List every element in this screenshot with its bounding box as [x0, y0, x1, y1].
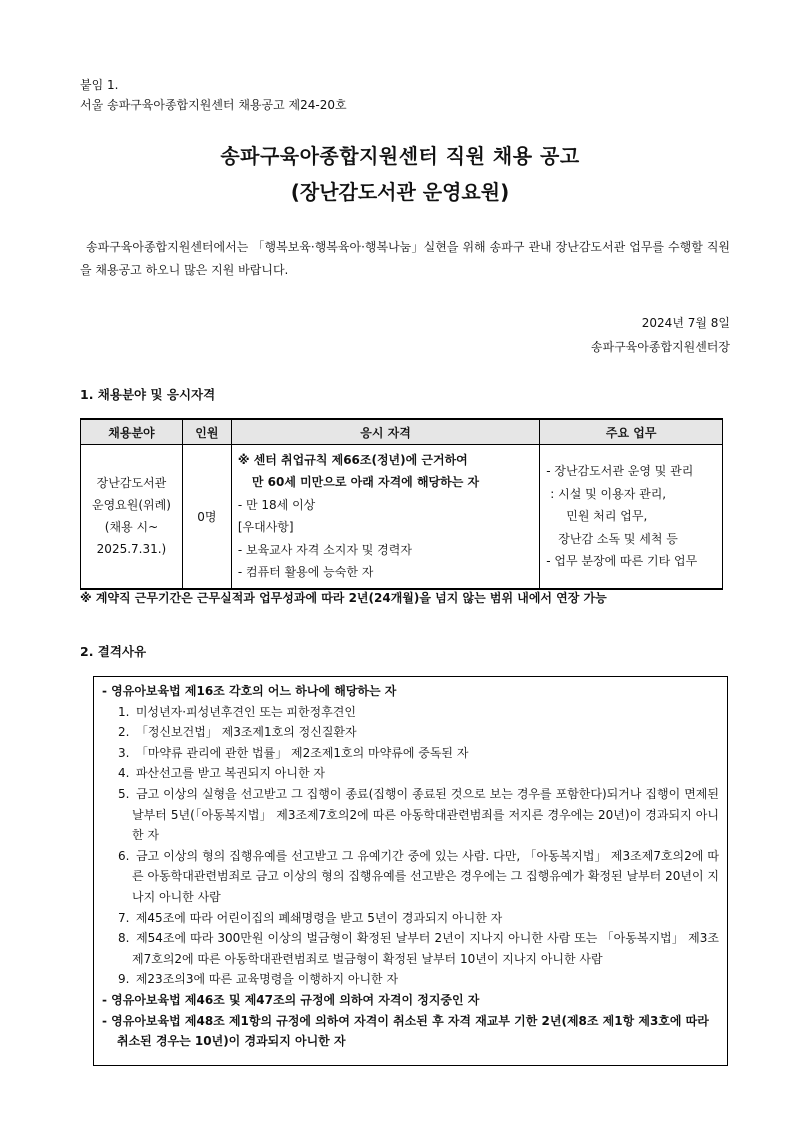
- header-count: 인원: [182, 419, 231, 445]
- cell-qualification: [231, 445, 539, 589]
- recruitment-table: [80, 418, 723, 590]
- item-text: 금고 이상의 실형을 선고받고 그 집행이 종료(집행이 종료된 것으로 보는 경우를 포함한다)되거나 집행이 면제된 날부터 5년(「아동복지법」 제3조제7호의2에 따른 아동학대관련범죄를 저지른 경우에는 20년)이 경과되지 아니한 자: [132, 786, 719, 843]
- item-number: 2.: [118, 725, 130, 740]
- item-number: 7.: [118, 910, 130, 925]
- duty-line: 장난감 소독 및 세척 등: [558, 531, 678, 546]
- item-text: 제54조에 따라 300만원 이상의 벌금형이 확정된 날부터 2년이 지나지 아니한 사람 또는 「아동복지법」 제3조제7호의2에 따른 아동학대관련범죄로 벌금형이 확정된 날부터 10년이 지나지 아니한 사람: [132, 931, 719, 966]
- field-line: (채용 시~: [104, 520, 159, 535]
- list-item: [102, 908, 719, 929]
- item-number: 1.: [118, 704, 130, 719]
- item-number: 3.: [118, 745, 130, 760]
- section-2-title: 2. 결격사유: [80, 644, 147, 659]
- item-number: 4.: [118, 766, 130, 781]
- duty-line: 민원 처리 업무,: [566, 509, 648, 523]
- item-number: 5.: [118, 786, 130, 801]
- item-text: 미성년자·피성년후견인 또는 피한정후견인: [135, 704, 356, 719]
- cell-field: [81, 445, 183, 589]
- item-number: 9.: [118, 972, 130, 987]
- qual-bold-line: 만 60세 미만으로 아래 자격에 해당하는 자: [251, 475, 480, 490]
- list-item: [102, 763, 719, 784]
- header-duties: 주요 업무: [540, 419, 723, 445]
- item-text: 제45조에 따라 어린이집의 폐쇄명령을 받고 5년이 경과되지 아니한 자: [135, 910, 503, 925]
- disqualification-heading: - 영유아보육법 제46조 및 제47조의 규정에 의하여 자격이 정지중인 자: [102, 992, 480, 1007]
- intro-paragraph: 송파구육아종합지원센터에서는 「행복보육·행복육아·행복나눔」실현을 위해 송파구 관내 장난감도서관 업무를 수행할 직원을 채용공고 하오니 많은 지원 바랍니다.: [80, 240, 730, 277]
- field-line: 장난감도서관: [96, 476, 167, 491]
- qual-line: - 보육교사 자격 소지자 및 경력자: [237, 542, 412, 557]
- duty-line: : 시설 및 이용자 관리,: [550, 486, 667, 501]
- disqualification-heading: - 영유아보육법 제48조 제1항의 규정에 의하여 자격이 취소된 후 자격 재교부 기한 2년(제8조 제1항 제3호에 따라 취소된 경우는 10년)이 경과되지 아니한 자: [102, 1013, 709, 1049]
- list-item: [102, 784, 719, 846]
- cell-count: 0명: [182, 445, 231, 589]
- duty-line: - 업무 분장에 따른 기타 업무: [546, 554, 698, 568]
- item-text: 「정신보건법」 제3조제1호의 정신질환자: [135, 725, 357, 740]
- notice-number: 서울 송파구육아종합지원센터 채용공고 제24-20호: [80, 98, 347, 112]
- list-item: [102, 846, 719, 908]
- qual-line: - 컴퓨터 활용에 능숙한 자: [237, 565, 374, 580]
- section-1-title: 1. 채용분야 및 응시자격: [80, 387, 216, 402]
- header-qualification: 응시 자격: [231, 419, 539, 445]
- field-line: 운영요원(위례): [92, 498, 171, 513]
- table-row: [81, 445, 723, 589]
- table-header-row: [81, 419, 723, 445]
- item-text: 「마약류 관리에 관한 법률」 제2조제1호의 마약류에 중독된 자: [135, 745, 469, 760]
- page-subtitle: (장난감도서관 운영요원): [290, 180, 510, 204]
- duty-line: - 장난감도서관 운영 및 관리: [546, 464, 694, 478]
- list-item: [102, 702, 719, 723]
- contract-note: ※ 계약직 근무기간은 근무실적과 업무성과에 따라 2년(24개월)을 넘지 않는 범위 내에서 연장 가능: [80, 591, 607, 605]
- qual-line: [우대사항]: [237, 520, 294, 535]
- item-text: 파산선고를 받고 복권되지 아니한 자: [135, 766, 325, 781]
- notice-date: 2024년 7월 8일: [641, 316, 730, 330]
- item-number: 8.: [118, 931, 130, 946]
- disqualification-heading: - 영유아보육법 제16조 각호의 어느 하나에 해당하는 자: [102, 684, 397, 698]
- list-item: [102, 743, 719, 764]
- cell-duties: [540, 445, 723, 589]
- field-line: 2025.7.31.): [96, 542, 167, 557]
- item-number: 6.: [118, 848, 130, 863]
- attachment-label: 붙임 1.: [80, 78, 119, 92]
- page-title: 송파구육아종합지원센터 직원 채용 공고: [220, 144, 580, 168]
- item-text: 금고 이상의 형의 집행유예를 선고받고 그 유예기간 중에 있는 사람. 다만, 「아동복지법」 제3조제7호의2에 따른 아동학대관련범죄로 금고 이상의 형의 집행유예를 선고받은 경우에는 그 집행유예가 확정된 날부터 20년이 지나지 아니한 사람: [132, 848, 719, 904]
- list-item: [102, 928, 719, 969]
- header-field: 채용분야: [81, 419, 183, 445]
- item-text: 제23조의3에 따른 교육명령을 이행하지 아니한 자: [135, 972, 399, 987]
- issuing-organization: 송파구육아종합지원센터장: [590, 340, 730, 354]
- disqualification-box: [93, 676, 728, 1066]
- list-item: [102, 969, 719, 990]
- list-item: [102, 722, 719, 743]
- qual-bold-line: ※ 센터 취업규칙 제66조(정년)에 근거하여: [237, 452, 468, 467]
- qual-line: - 만 18세 이상: [237, 497, 316, 512]
